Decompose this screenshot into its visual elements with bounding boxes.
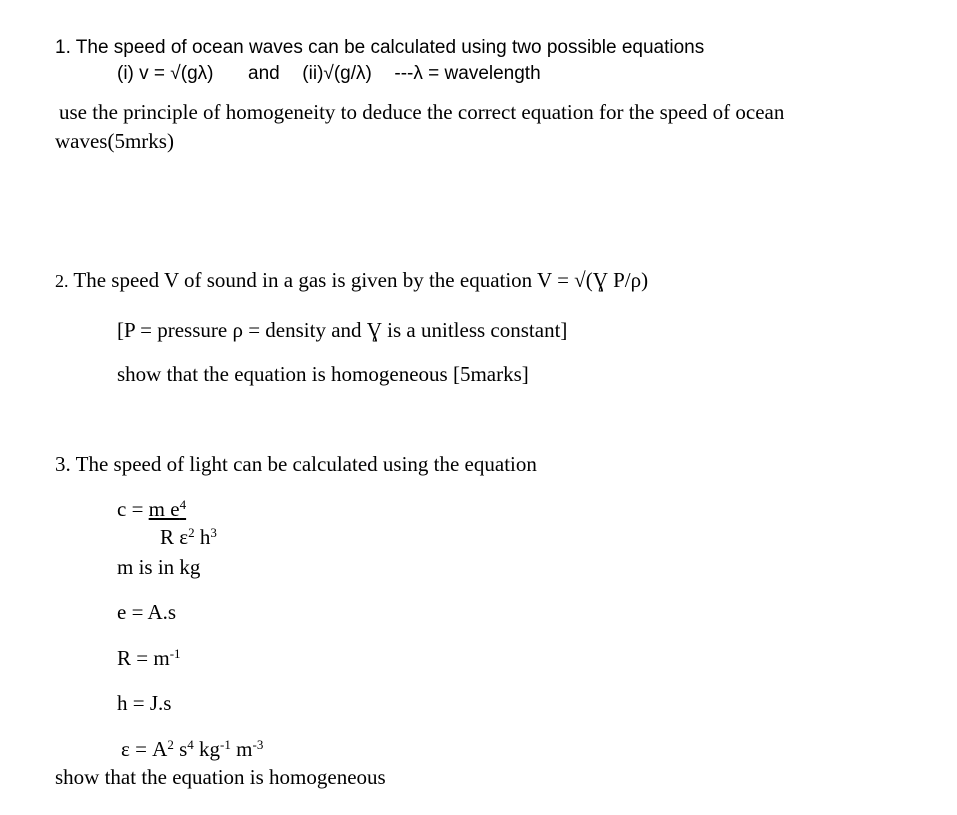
q1-lambda-definition: ---λ = wavelength bbox=[394, 63, 541, 84]
q1-equation-ii: (ii)√(g/λ) bbox=[302, 63, 372, 84]
q2-instruction: show that the equation is homogeneous [5marks] bbox=[117, 362, 529, 386]
q3-equation-denominator: R $\varepsilon^2$ $h^3$ bbox=[160, 524, 217, 549]
q1-heading: 1. The speed of ocean waves can be calculated using two possible equations bbox=[55, 37, 705, 58]
q3-instruction: show that the equation is homogeneous bbox=[55, 765, 386, 789]
q1-and: and bbox=[248, 63, 280, 84]
q2-heading bbox=[55, 268, 648, 293]
q2-definitions: [P = pressure ρ = density and Ɣ is a unitless constant] bbox=[117, 318, 568, 342]
q3-equation-numerator bbox=[117, 497, 186, 522]
q1-equation-i: (i) v = √(gλ) bbox=[117, 63, 214, 84]
q2-number: 2. bbox=[55, 271, 69, 291]
q1-instruction-line2: waves(5mrks) bbox=[55, 129, 174, 153]
q3-epsilon-unit: $\varepsilon = A^2$ $s^4$ $kg^{-1}$ $m^{-3}$ bbox=[121, 736, 264, 761]
q3-h-unit: h = J.s bbox=[117, 691, 172, 715]
q3-numerator: m $e^4$ bbox=[148, 496, 187, 521]
q2-text: The speed V of sound in a gas is given by the equation V = √(Ɣ P/ρ) bbox=[73, 268, 649, 292]
q1-equations bbox=[117, 63, 541, 85]
q3-e-unit: e = A.s bbox=[117, 600, 177, 624]
q3-equation-lhs: c = bbox=[117, 497, 144, 521]
q3-R-unit: $R = m^{-1}$ bbox=[117, 645, 181, 670]
q3-m-unit: m is in kg bbox=[117, 555, 201, 579]
q1-instruction-line1: use the principle of homogeneity to deduce the correct equation for the speed of ocean bbox=[59, 100, 785, 124]
q3-heading: 3. The speed of light can be calculated using the equation bbox=[55, 452, 537, 476]
